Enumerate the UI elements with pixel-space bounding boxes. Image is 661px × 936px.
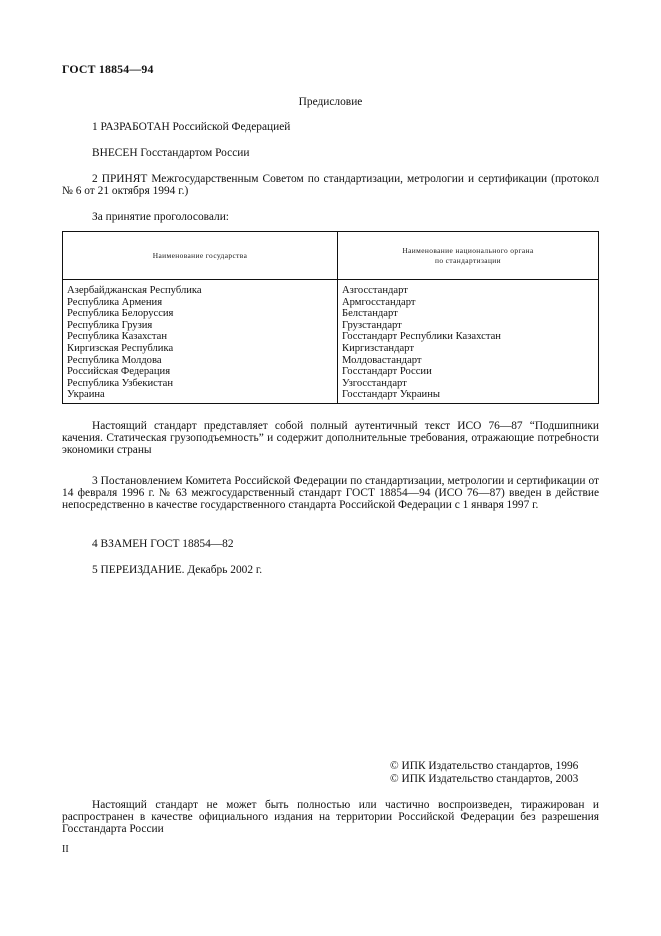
introduced-item: ВНЕСЕН Госстандартом России bbox=[92, 147, 250, 159]
national-body-name: Госстандарт Украины bbox=[342, 389, 440, 401]
state-name: Киргизская Республика bbox=[67, 342, 174, 354]
column-header-national-body: Наименование национального органа по стандартизации bbox=[338, 232, 599, 280]
reproduction-notice: Настоящий стандарт не может быть полностью или частично воспроизведен, тиражирован и распространен в качестве официального издания на территории Российской Федерации без разрешения Госстандарта России bbox=[62, 799, 599, 836]
developed-item: 1 РАЗРАБОТАН Российской Федерацией bbox=[92, 121, 291, 133]
national-body-name: Госстандарт Республики Казахстан bbox=[342, 331, 501, 343]
table-header-row bbox=[63, 232, 599, 280]
page-number: II bbox=[62, 844, 69, 855]
national-body-name: Госстандарт России bbox=[342, 366, 432, 378]
national-body-name: Армгосстандарт bbox=[342, 296, 416, 308]
national-body-name: Азгосстандарт bbox=[342, 285, 408, 296]
state-name: Российская Федерация bbox=[67, 366, 171, 378]
national-body-name: Молдовастандарт bbox=[342, 354, 422, 366]
state-name: Республика Казахстан bbox=[67, 331, 168, 343]
national-body-list bbox=[338, 280, 599, 404]
voting-states-table bbox=[62, 231, 599, 404]
document-code: ГОСТ 18854—94 bbox=[62, 62, 154, 76]
adopted-item: 2 ПРИНЯТ Межгосударственным Советом по стандартизации, метрологии и сертификации (протокол № 6 от 21 октября 1994 г.) bbox=[62, 173, 599, 198]
state-name: Азербайджанская Республика bbox=[67, 285, 202, 296]
reissue-item: 5 ПЕРЕИЗДАНИЕ. Декабрь 2002 г. bbox=[92, 564, 263, 576]
section-title: Предисловие bbox=[298, 96, 363, 108]
copyright-2003: © ИПК Издательство стандартов, 2003 bbox=[390, 773, 579, 785]
authentic-text-paragraph: Настоящий стандарт представляет собой полный аутентичный текст ИСО 76—87 “Подшипники качения. Статическая грузоподъемность” и содержит дополнительные требования, отражающие потребности экономики страны bbox=[62, 420, 599, 457]
state-name: Республика Молдова bbox=[67, 354, 162, 366]
national-body-name: Грузстандарт bbox=[342, 319, 402, 331]
copyright-1996: © ИПК Издательство стандартов, 1996 bbox=[390, 760, 579, 772]
state-name: Республика Армения bbox=[67, 296, 163, 308]
national-body-name: Белстандарт bbox=[342, 308, 398, 320]
state-name: Республика Грузия bbox=[67, 319, 153, 331]
state-name: Республика Узбекистан bbox=[67, 377, 174, 389]
voted-intro: За принятие проголосовали: bbox=[92, 211, 229, 223]
national-body-name: Киргизстандарт bbox=[342, 342, 414, 354]
state-list bbox=[63, 280, 338, 404]
state-name: Республика Белоруссия bbox=[67, 308, 174, 320]
decree-paragraph: 3 Постановлением Комитета Российской Федерации по стандартизации, метрологии и сертификации от 14 февраля 1996 г. № 63 межгосударственный стандарт ГОСТ 18854—94 (ИСО 76—87) введен в действие непосредственно в качестве государственного стандарта Российской Федерации с 1 января 1997 г. bbox=[62, 475, 599, 512]
national-body-name: Узгосстандарт bbox=[342, 377, 407, 389]
state-name: Украина bbox=[67, 389, 105, 401]
replaces-item: 4 ВЗАМЕН ГОСТ 18854—82 bbox=[92, 538, 234, 550]
table-body-row bbox=[63, 280, 599, 404]
column-header-state: Наименование государства bbox=[63, 232, 338, 280]
